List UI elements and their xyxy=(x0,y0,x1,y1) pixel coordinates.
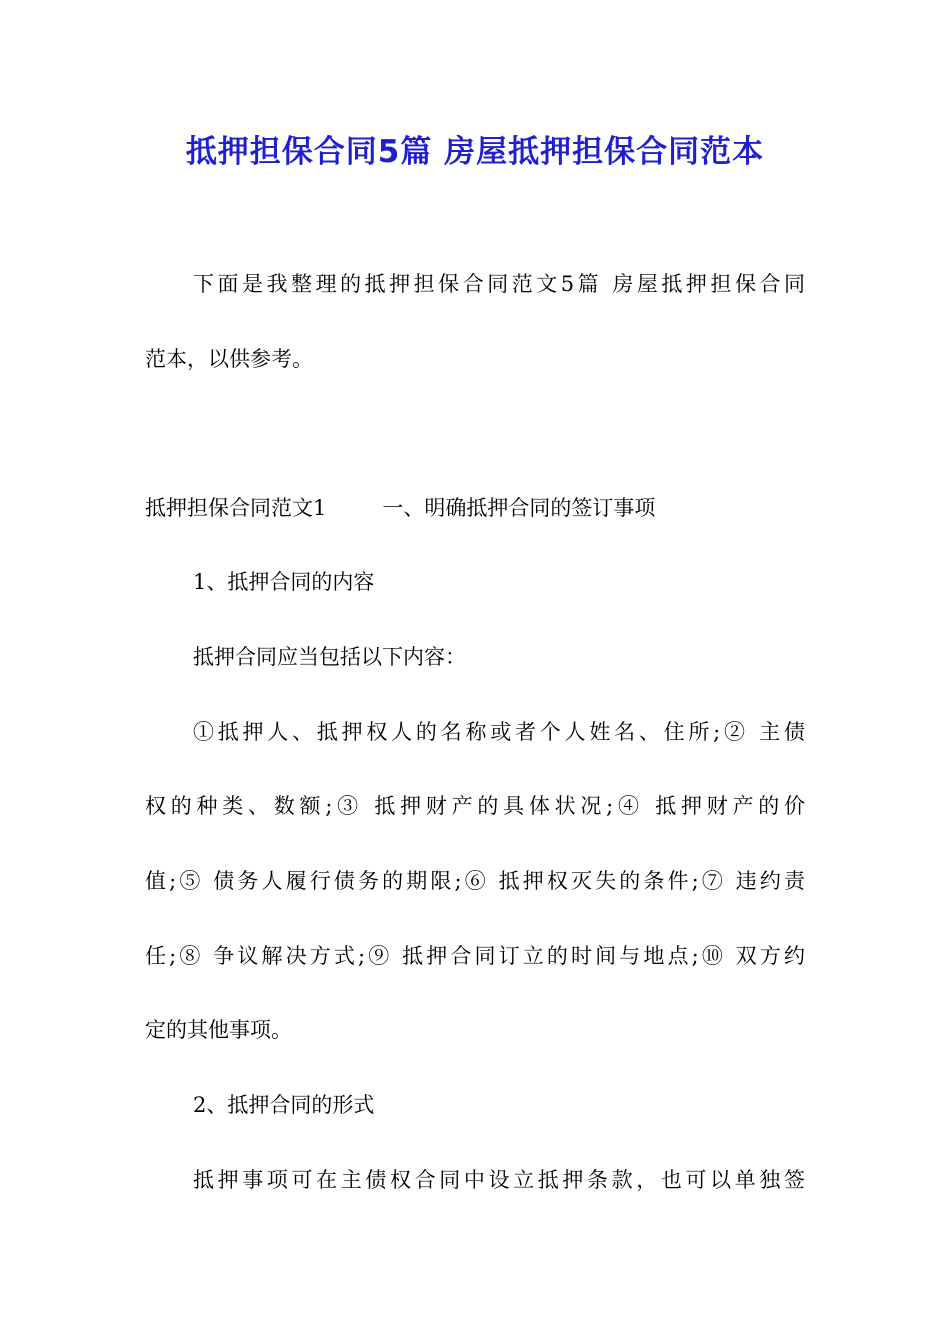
item-1-lead: 抵押合同应当包括以下内容： xyxy=(193,645,466,669)
item-1-heading: 1、抵押合同的内容 xyxy=(193,570,375,594)
item-1-list-line-3: 值;⑤ 债务人履行债务的期限;⑥ 抵押权灭失的条件;⑦ 违约责 xyxy=(145,869,805,893)
section-1-title: 一、明确抵押合同的签订事项 xyxy=(382,496,656,520)
item-1-list-line-2: 权的种类、数额;③ 抵押财产的具体状况;④ 抵押财产的价 xyxy=(145,794,805,818)
item-1-list-line-1: ①抵押人、抵押权人的名称或者个人姓名、住所;② 主债 xyxy=(193,720,805,744)
item-2-heading: 2、抵押合同的形式 xyxy=(193,1093,375,1117)
intro-line-1: 下面是我整理的抵押担保合同范文5篇 房屋抵押担保合同 xyxy=(193,272,805,296)
item-1-list-line-4: 任;⑧ 争议解决方式;⑨ 抵押合同订立的时间与地点;⑩ 双方约 xyxy=(145,944,805,968)
document-title: 抵押担保合同5篇 房屋抵押担保合同范本 xyxy=(185,134,765,170)
intro-line-2: 范本，以供参考。 xyxy=(145,347,313,371)
item-1-list-line-5: 定的其他事项。 xyxy=(145,1018,292,1042)
item-2-text: 抵押事项可在主债权合同中设立抵押条款，也可以单独签 xyxy=(193,1168,805,1192)
section-1-heading xyxy=(145,492,805,524)
section-1-label: 抵押担保合同范文1 xyxy=(145,496,327,520)
